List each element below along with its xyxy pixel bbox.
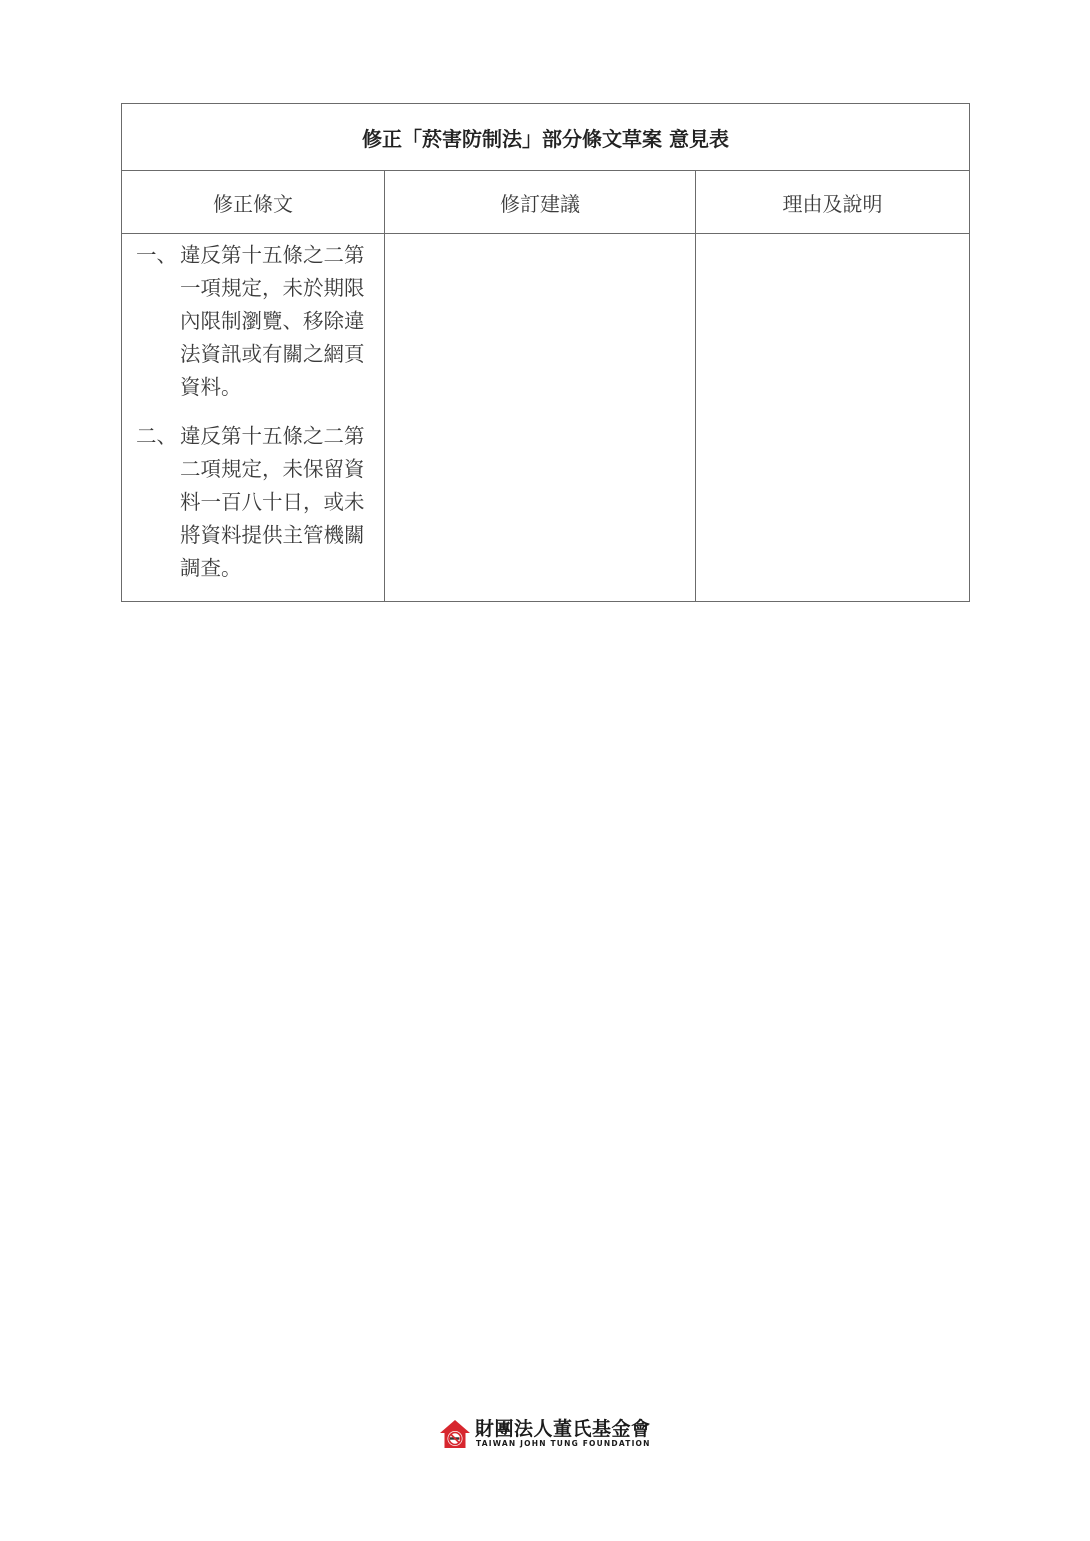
article-line: 二項規定，未保留資 — [180, 457, 365, 481]
column-header-reason: 理由及說明 — [696, 171, 970, 234]
article-list — [122, 234, 384, 585]
suggestion-cell[interactable] — [385, 234, 696, 602]
article-item — [136, 420, 382, 585]
article-line: 調查。 — [180, 556, 242, 580]
reason-cell[interactable] — [696, 234, 970, 602]
article-line: 將資料提供主管機關 — [180, 523, 365, 547]
form-title: 修正「菸害防制法」部分條文草案 意見表 — [122, 104, 970, 171]
foundation-name: 財團法人董氏基金會 — [475, 1418, 651, 1440]
article-number: 二、 — [136, 424, 177, 448]
article-line: 資料。 — [180, 375, 242, 399]
foundation-logo — [439, 1419, 655, 1449]
column-header-suggestion: 修訂建議 — [385, 171, 696, 234]
body-row — [122, 234, 970, 602]
house-no-smoking-icon — [439, 1419, 471, 1449]
article-line: 法資訊或有關之網頁 — [180, 342, 365, 366]
article-line: 違反第十五條之二第 — [180, 424, 365, 448]
title-row — [122, 104, 970, 171]
header-row — [122, 171, 970, 234]
article-line: 內限制瀏覽、移除違 — [180, 309, 365, 333]
foundation-name-en: TAIWAN JOHN TUNG FOUNDATION — [476, 1439, 651, 1448]
article-number: 一、 — [136, 243, 177, 267]
amended-article-cell — [122, 234, 385, 602]
article-item — [136, 239, 382, 404]
article-line: 一項規定，未於期限 — [180, 276, 365, 300]
opinion-form-table — [121, 103, 970, 602]
article-line: 料一百八十日，或未 — [180, 490, 365, 514]
column-header-amended-article: 修正條文 — [122, 171, 385, 234]
article-text — [180, 239, 365, 404]
article-line: 違反第十五條之二第 — [180, 243, 365, 267]
article-text — [180, 420, 365, 585]
